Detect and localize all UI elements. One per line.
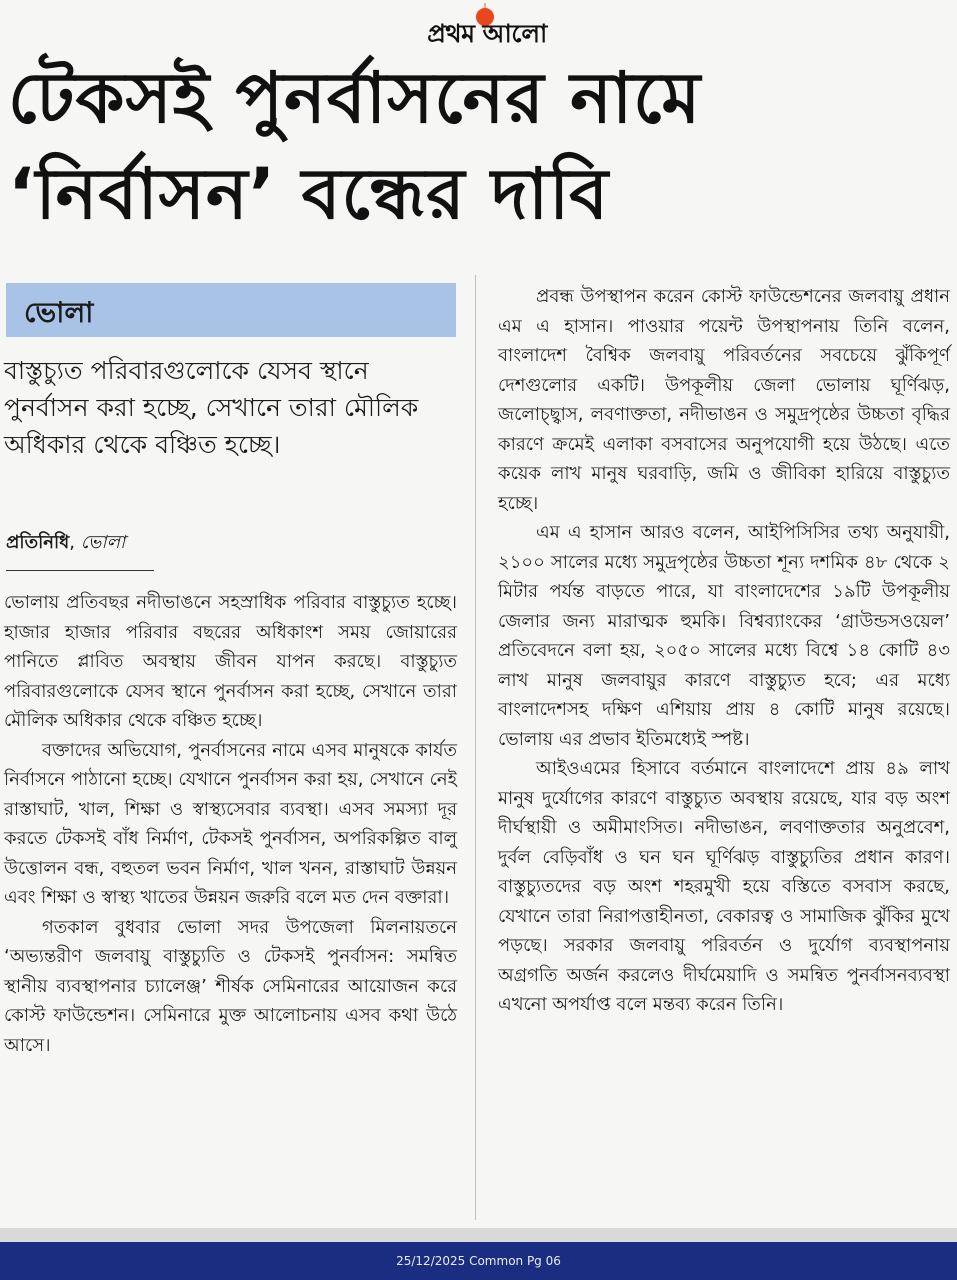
body-paragraph: এম এ হাসান আরও বলেন, আইপিসিসির তথ্য অনুযায়ী, ২১০০ সালের মধ্যে সমুদ্রপৃষ্ঠের উচ্চতা শূন্য দশমিক ৪৮ থেকে ২ মিটার পর্যন্ত বাড়তে পারে, যা বাংলাদেশের ১৯টি উপকূলীয় জেলার জন্য মারাত্মক হুমকি। বিশ্বব্যাংকের ‘গ্রাউন্ডসওয়েল’ প্রতিবেদনে বলা হয়, ২০৫০ সালের মধ্যে বিশ্বে ১৪ কোটি ৪৩ লাখ মানুষ জলবায়ুর কারণে বাস্তুচ্যুত হবে; এর মধ্যে বাংলাদেশসহ দক্ষিণ এশিয়ায় প্রায় ৪ কোটি মানুষ রয়েছে। ভোলায় এর প্রভাব ইতিমধ্যেই স্পষ্ট। [498, 522, 950, 750]
logo-text: প্রথম আলো [427, 19, 547, 48]
byline: প্রতিনিধি, ভোলা [6, 532, 126, 553]
body-paragraph: ভোলায় প্রতিবছর নদীভাঙনে সহস্রাধিক পরিবার বাস্তুচ্যুত হচ্ছে। হাজার হাজার পরিবার বছরের অধিকাংশ সময় জোয়ারের পানিতে প্লাবিত অবস্থায় জীবন যাপন করছে। বাস্তুচ্যুত পরিবারগুলোকে যেসব স্থানে পুনর্বাসন করা হচ্ছে, সেখানে তারা মৌলিক অধিকার থেকে বঞ্চিত হচ্ছে। [4, 592, 457, 731]
byline-rule [6, 570, 154, 571]
body-paragraph: গতকাল বুধবার ভোলা সদর উপজেলা মিলনায়তনে ‘অভ্যন্তরীণ জলবায়ু বাস্তুচ্যুতি ও টেকসই পুনর্বাসন: সমন্বিত স্থানীয় ব্যবস্থাপনার চ্যালেঞ্জ’ শীর্ষক সেমিনারের আয়োজন করে কোস্ট ফাউন্ডেশন। সেমিনারে মুক্ত আলোচনায় এসব কথা উঠে আসে। [4, 916, 457, 1056]
byline-place: ভোলা [80, 532, 126, 553]
body-paragraph: আইওএমের হিসাবে বর্তমানে বাংলাদেশে প্রায় ৪৯ লাখ মানুষ দুর্যোগের কারণে বাস্তুচ্যুত অবস্থায় রয়েছে, যার বড় অংশ দীর্ঘস্থায়ী ও অমীমাংসিত। নদীভাঙন, লবণাক্ততার অনুপ্রবেশ, দুর্বল বেড়িবাঁধ ও ঘন ঘন ঘূর্ণিঝড় বাস্তুচ্যুতির প্রধান কারণ। বাস্তুচ্যুতদের বড় অংশ শহরমুখী হয়ে বস্তিতে বসবাস করছে, যেখানে তারা নিরাপত্তাহীনতা, বেকারত্ব ও সামাজিক ঝুঁকির মুখে পড়ছে। সরকার জলবায়ু পরিবর্তন ও দুর্যোগ ব্যবস্থাপনায় অগ্রগতি অর্জন করলেও দীর্ঘমেয়াদি ও সমন্বিত পুনর্বাসনব্যবস্থা এখনো অপর্যাপ্ত বলে মন্তব্য করেন তিনি। [498, 758, 950, 1015]
footer-text: 25/12/2025 Common Pg 06 [396, 1254, 561, 1268]
byline-name: প্রতিনিধি [6, 532, 70, 553]
bottom-strip [0, 1228, 957, 1242]
dateline-text: ভোলা [24, 296, 94, 329]
article-column-left [4, 588, 457, 1060]
headline-line-1: টেকসই পুনর্বাসনের নামে [8, 57, 702, 139]
dateline-box [6, 283, 456, 337]
masthead [0, 0, 957, 50]
headline [8, 50, 948, 242]
article-column-right [498, 282, 950, 1020]
footer-bar [0, 1242, 957, 1280]
column-divider [475, 275, 476, 1220]
prothom-alo-logo [392, 6, 582, 46]
headline-line-2: ‘নির্বাসন’ বন্ধের দাবি [8, 153, 610, 235]
intro-summary: বাস্তুচ্যুত পরিবারগুলোকে যেসব স্থানে পুনর্বাসন করা হচ্ছে, সেখানে তারা মৌলিক অধিকার থেকে বঞ্চিত হচ্ছে। [4, 356, 419, 459]
body-paragraph: বক্তাদের অভিযোগ, পুনর্বাসনের নামে এসব মানুষকে কার্যত নির্বাসনে পাঠানো হচ্ছে। যেখানে পুনর্বাসন করা হয়, সেখানে নেই রাস্তাঘাট, খাল, শিক্ষা ও স্বাস্থ্যসেবার ব্যবস্থা। এসব সমস্যা দূর করতে টেকসই বাঁধ নির্মাণ, টেকসই পুনর্বাসন, অপরিকল্পিত বালু উত্তোলন বন্ধ, বহুতল ভবন নির্মাণ, খাল খনন, রাস্তাঘাট উন্নয়ন এবং শিক্ষা ও স্বাস্থ্য খাতের উন্নয়ন জরুরি বলে মত দেন বক্তারা। [4, 739, 457, 908]
body-paragraph: প্রবন্ধ উপস্থাপন করেন কোস্ট ফাউন্ডেশনের জলবায়ু প্রধান এম এ হাসান। পাওয়ার পয়েন্ট উপস্থাপনায় তিনি বলেন, বাংলাদেশ বৈশ্বিক জলবায়ু পরিবর্তনের সবচেয়ে ঝুঁকিপূর্ণ দেশগুলোর একটি। উপকূলীয় জেলা ভোলায় ঘূর্ণিঝড়, জলোচ্ছ্বাস, লবণাক্ততা, নদীভাঙন ও সমুদ্রপৃষ্ঠের উচ্চতা বৃদ্ধির কারণে ক্রমেই এলাকা বসবাসের অনুপযোগী হয়ে উঠছে। এতে কয়েক লাখ মানুষ ঘরবাড়ি, জমি ও জীবিকা হারিয়ে বাস্তুচ্যুত হচ্ছে। [498, 286, 950, 514]
